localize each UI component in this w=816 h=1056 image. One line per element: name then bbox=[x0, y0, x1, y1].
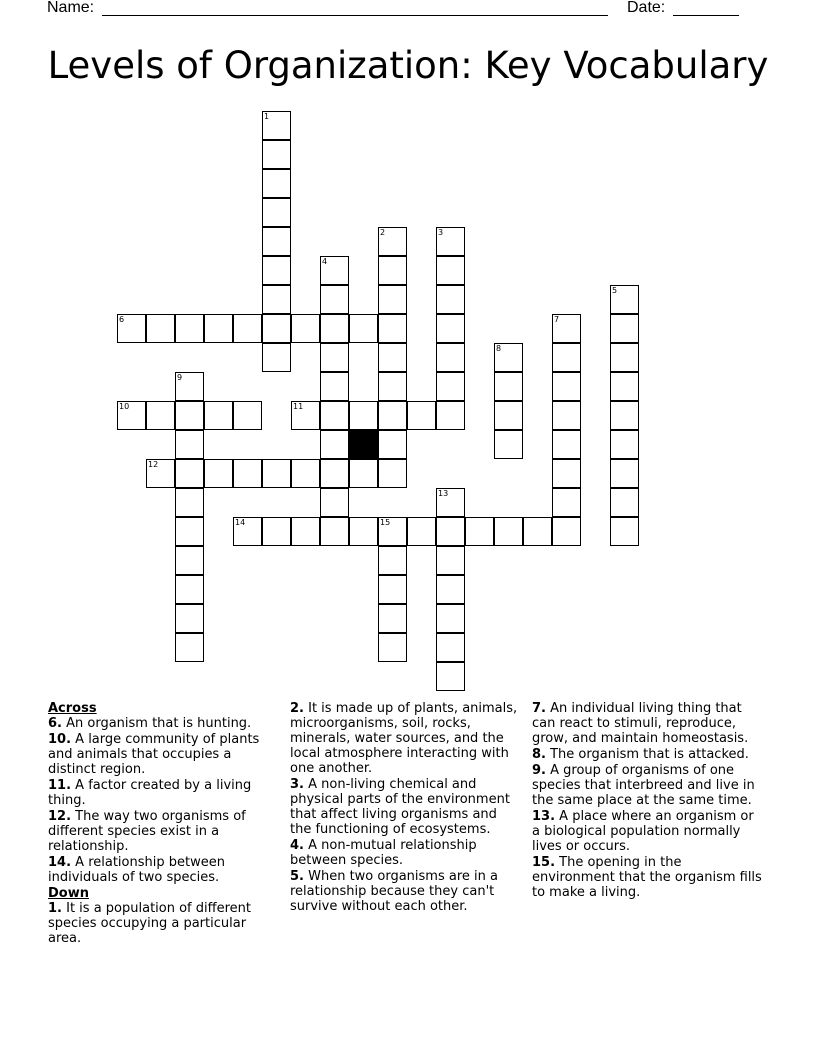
crossword-cell[interactable] bbox=[610, 488, 639, 517]
crossword-cell[interactable] bbox=[320, 401, 349, 430]
crossword-cell[interactable] bbox=[494, 517, 523, 546]
date-label: Date: bbox=[627, 0, 666, 16]
crossword-cell[interactable] bbox=[378, 343, 407, 372]
crossword-cell[interactable] bbox=[233, 459, 262, 488]
clue-number: 13. bbox=[532, 809, 556, 824]
clue-number: 15. bbox=[532, 855, 556, 870]
clue-item bbox=[48, 855, 280, 885]
crossword-cell[interactable] bbox=[552, 488, 581, 517]
crossword-cell[interactable] bbox=[378, 401, 407, 430]
clue-item bbox=[532, 809, 764, 854]
crossword-cell[interactable] bbox=[175, 372, 204, 401]
crossword-cell[interactable] bbox=[291, 517, 320, 546]
crossword-cell[interactable] bbox=[378, 604, 407, 633]
crossword-cell[interactable] bbox=[204, 401, 233, 430]
crossword-cell[interactable] bbox=[552, 430, 581, 459]
clue-text: A non-living chemical and physical parts of the environment that affect living organisms and the functioning of ecosystems. bbox=[290, 777, 510, 837]
across-clue-list bbox=[48, 716, 280, 885]
clue-number-label: 1 bbox=[264, 112, 270, 121]
clue-number: 7. bbox=[532, 701, 546, 716]
crossword-cell[interactable] bbox=[378, 546, 407, 575]
crossword-cell[interactable] bbox=[610, 459, 639, 488]
crossword-cell[interactable] bbox=[320, 343, 349, 372]
crossword-cell[interactable] bbox=[233, 517, 262, 546]
crossword-cell[interactable] bbox=[262, 140, 291, 169]
crossword-cell[interactable] bbox=[407, 401, 436, 430]
crossword-cell[interactable] bbox=[465, 517, 494, 546]
crossword-cell[interactable] bbox=[610, 314, 639, 343]
clue-text: A relationship between individuals of two species. bbox=[48, 855, 225, 885]
crossword-cell[interactable] bbox=[175, 546, 204, 575]
clue-text: The organism that is attacked. bbox=[545, 747, 749, 762]
clue-number: 2. bbox=[290, 701, 304, 716]
crossword-cell[interactable] bbox=[233, 401, 262, 430]
clue-item bbox=[48, 809, 280, 854]
clue-number-label: 8 bbox=[496, 344, 502, 353]
clue-text: When two organisms are in a relationship because they can't survive without each other. bbox=[290, 869, 498, 914]
clue-item bbox=[532, 855, 764, 900]
clue-text: The opening in the environment that the organism fills to make a living. bbox=[532, 855, 762, 900]
crossword-cell[interactable] bbox=[262, 169, 291, 198]
crossword-cell[interactable] bbox=[291, 314, 320, 343]
crossword-cell[interactable] bbox=[552, 314, 581, 343]
crossword-cell[interactable] bbox=[146, 314, 175, 343]
clue-number: 3. bbox=[290, 777, 304, 792]
crossword-cell[interactable] bbox=[349, 401, 378, 430]
crossword-cell[interactable] bbox=[436, 633, 465, 662]
crossword-cell[interactable] bbox=[378, 256, 407, 285]
clue-text: A large community of plants and animals that occupies a distinct region. bbox=[48, 732, 260, 777]
clue-text: An individual living thing that can react to stimuli, reproduce, grow, and maintain homeostasis. bbox=[532, 701, 749, 746]
crossword-cell[interactable] bbox=[175, 604, 204, 633]
crossword-cell[interactable] bbox=[436, 488, 465, 517]
clue-number-label: 13 bbox=[438, 489, 449, 498]
clue-number: 5. bbox=[290, 869, 304, 884]
crossword-cell[interactable] bbox=[320, 256, 349, 285]
crossword-cell[interactable] bbox=[320, 372, 349, 401]
down-heading: Down bbox=[48, 886, 89, 901]
crossword-cell[interactable] bbox=[262, 198, 291, 227]
clue-column-3 bbox=[532, 701, 764, 901]
clue-text: A place where an organism or a biological population normally lives or occurs. bbox=[532, 809, 754, 854]
crossword-cell[interactable] bbox=[262, 285, 291, 314]
clue-item bbox=[48, 778, 280, 808]
crossword-cell[interactable] bbox=[436, 662, 465, 691]
crossword-cell[interactable] bbox=[320, 517, 349, 546]
clue-number: 10. bbox=[48, 732, 72, 747]
crossword-cell[interactable] bbox=[436, 575, 465, 604]
crossword-cell[interactable] bbox=[175, 633, 204, 662]
crossword-cell[interactable] bbox=[175, 517, 204, 546]
clue-item bbox=[290, 777, 522, 837]
clue-number-label: 2 bbox=[380, 228, 386, 237]
clue-item bbox=[48, 716, 280, 731]
clue-column-2 bbox=[290, 701, 522, 915]
clue-item bbox=[290, 869, 522, 914]
clue-number-label: 12 bbox=[148, 460, 159, 469]
crossword-cell[interactable] bbox=[494, 401, 523, 430]
clue-number-label: 7 bbox=[554, 315, 560, 324]
down-clue-list bbox=[48, 901, 280, 946]
down-clue-list bbox=[290, 701, 522, 914]
crossword-cell[interactable] bbox=[262, 517, 291, 546]
crossword-cell[interactable] bbox=[349, 459, 378, 488]
clue-number-label: 6 bbox=[119, 315, 125, 324]
crossword-cell[interactable] bbox=[436, 343, 465, 372]
crossword-cell[interactable] bbox=[552, 459, 581, 488]
clue-text: A factor created by a living thing. bbox=[48, 778, 252, 808]
crossword-cell[interactable] bbox=[494, 343, 523, 372]
crossword-cell[interactable] bbox=[610, 372, 639, 401]
clue-number-label: 9 bbox=[177, 373, 183, 382]
crossword-cell[interactable] bbox=[378, 227, 407, 256]
clue-text: A non-mutual relationship between species. bbox=[290, 838, 477, 868]
crossword-cell[interactable] bbox=[436, 256, 465, 285]
crossword-cell[interactable] bbox=[378, 633, 407, 662]
crossword-cell[interactable] bbox=[378, 575, 407, 604]
crossword-cell[interactable] bbox=[610, 285, 639, 314]
crossword-cell[interactable] bbox=[436, 227, 465, 256]
crossword-cell[interactable] bbox=[291, 401, 320, 430]
crossword-cell[interactable] bbox=[262, 343, 291, 372]
crossword-cell[interactable] bbox=[262, 459, 291, 488]
crossword-cell[interactable] bbox=[552, 343, 581, 372]
crossword-block bbox=[349, 430, 378, 459]
crossword-cell[interactable] bbox=[146, 459, 175, 488]
crossword-cell[interactable] bbox=[494, 430, 523, 459]
clue-column-1 bbox=[48, 701, 280, 947]
crossword-cell[interactable] bbox=[175, 459, 204, 488]
crossword-cell[interactable] bbox=[378, 459, 407, 488]
crossword-cell[interactable] bbox=[436, 604, 465, 633]
clue-text: A group of organisms of one species that interbreed and live in the same place at the same time. bbox=[532, 763, 755, 808]
clue-text: It is a population of different species occupying a particular area. bbox=[48, 901, 251, 946]
crossword-cell[interactable] bbox=[523, 517, 552, 546]
crossword-cell[interactable] bbox=[610, 401, 639, 430]
clue-item bbox=[48, 901, 280, 946]
page-title: Levels of Organization: Key Vocabulary bbox=[47, 44, 769, 87]
clue-number-label: 4 bbox=[322, 257, 328, 266]
clue-item bbox=[48, 732, 280, 777]
crossword-cell[interactable] bbox=[320, 488, 349, 517]
crossword-cell[interactable] bbox=[320, 285, 349, 314]
crossword-cell[interactable] bbox=[262, 227, 291, 256]
crossword-cell[interactable] bbox=[262, 314, 291, 343]
crossword-cell[interactable] bbox=[610, 517, 639, 546]
crossword-cell[interactable] bbox=[436, 372, 465, 401]
crossword-cell[interactable] bbox=[378, 314, 407, 343]
clue-number-label: 5 bbox=[612, 286, 618, 295]
clue-number: 11. bbox=[48, 778, 72, 793]
crossword-cell[interactable] bbox=[175, 488, 204, 517]
crossword-cell[interactable] bbox=[204, 314, 233, 343]
crossword-cell[interactable] bbox=[610, 343, 639, 372]
crossword-cell[interactable] bbox=[233, 314, 262, 343]
crossword-cell[interactable] bbox=[262, 256, 291, 285]
down-clue-list bbox=[532, 701, 764, 900]
crossword-cell[interactable] bbox=[320, 459, 349, 488]
crossword-cell[interactable] bbox=[204, 459, 233, 488]
clue-text: An organism that is hunting. bbox=[61, 716, 252, 731]
crossword-cell[interactable] bbox=[610, 430, 639, 459]
clue-number: 1. bbox=[48, 901, 62, 916]
crossword-cell[interactable] bbox=[407, 517, 436, 546]
crossword-cell[interactable] bbox=[349, 314, 378, 343]
clue-item bbox=[532, 763, 764, 808]
crossword-cell[interactable] bbox=[175, 314, 204, 343]
clue-number-label: 3 bbox=[438, 228, 444, 237]
clue-item bbox=[290, 838, 522, 868]
crossword-cell[interactable] bbox=[146, 401, 175, 430]
crossword-cell[interactable] bbox=[378, 372, 407, 401]
clue-item bbox=[532, 701, 764, 746]
clue-item bbox=[290, 701, 522, 776]
crossword-cell[interactable] bbox=[436, 401, 465, 430]
crossword-cell[interactable] bbox=[262, 111, 291, 140]
crossword-cell[interactable] bbox=[320, 430, 349, 459]
crossword-cell[interactable] bbox=[175, 575, 204, 604]
crossword-cell[interactable] bbox=[349, 517, 378, 546]
clue-number: 6. bbox=[48, 716, 62, 731]
crossword-cell[interactable] bbox=[320, 314, 349, 343]
crossword-cell[interactable] bbox=[436, 314, 465, 343]
clue-item bbox=[532, 747, 764, 762]
crossword-cell[interactable] bbox=[378, 517, 407, 546]
crossword-cell[interactable] bbox=[117, 401, 146, 430]
clue-number: 4. bbox=[290, 838, 304, 853]
crossword-cell[interactable] bbox=[494, 372, 523, 401]
crossword-cell[interactable] bbox=[378, 430, 407, 459]
clue-number-label: 10 bbox=[119, 402, 130, 411]
crossword-cell[interactable] bbox=[175, 401, 204, 430]
clue-number-label: 15 bbox=[380, 518, 391, 527]
crossword-cell[interactable] bbox=[378, 285, 407, 314]
clue-number-label: 14 bbox=[235, 518, 246, 527]
clue-text: The way two organisms of different species exist in a relationship. bbox=[48, 809, 246, 854]
across-heading: Across bbox=[48, 701, 97, 716]
crossword-cell[interactable] bbox=[552, 401, 581, 430]
clue-number: 8. bbox=[532, 747, 546, 762]
crossword-cell[interactable] bbox=[552, 517, 581, 546]
clue-number: 14. bbox=[48, 855, 72, 870]
clue-number: 9. bbox=[532, 763, 546, 778]
clue-number: 12. bbox=[48, 809, 72, 824]
crossword-cell[interactable] bbox=[436, 546, 465, 575]
crossword-cell[interactable] bbox=[291, 459, 320, 488]
crossword-cell[interactable] bbox=[552, 372, 581, 401]
crossword-cell[interactable] bbox=[436, 517, 465, 546]
crossword-cell[interactable] bbox=[175, 430, 204, 459]
clue-number-label: 11 bbox=[293, 402, 304, 411]
crossword-cell[interactable] bbox=[117, 314, 146, 343]
crossword-cell[interactable] bbox=[436, 285, 465, 314]
clue-text: It is made up of plants, animals, microorganisms, soil, rocks, minerals, water sources, and the local atmosphere interacting with one another. bbox=[290, 701, 518, 776]
name-label: Name: bbox=[47, 0, 95, 16]
